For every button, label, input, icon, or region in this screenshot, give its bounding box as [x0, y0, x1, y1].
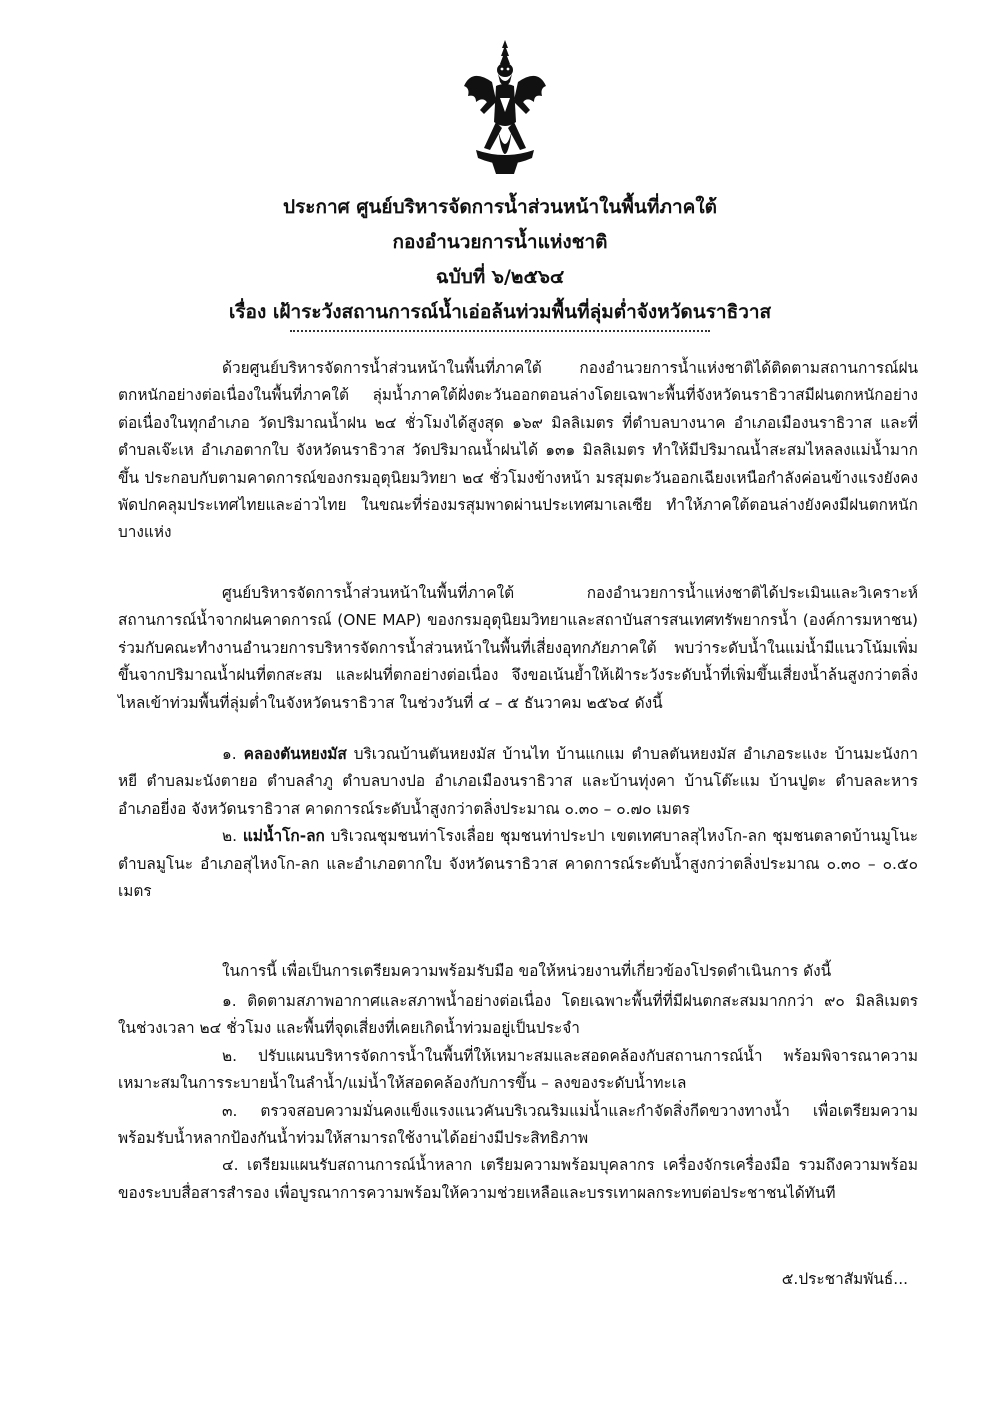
risk-area-name: คลองตันหยงมัส: [243, 745, 347, 763]
continued-next-page: ๕.ประชาสัมพันธ์...: [781, 1270, 908, 1288]
risk-area-item: [118, 823, 918, 905]
body-paragraph-3: [118, 958, 918, 985]
body-paragraph-1: [118, 355, 918, 547]
dotted-divider: [290, 330, 710, 332]
risk-area-number: ๒.: [222, 827, 238, 846]
action-item: ๒. ปรับแผนบริหารจัดการน้ำในพื้นที่ให้เหมาะสมและสอดคล้องกับสถานการณ์น้ำ พร้อมพิจารณาความเหมาะสมในการระบายน้ำในลำน้ำ/แม่น้ำให้สอดคล้องกับการขึ้น – ลงของระดับน้ำทะเล: [118, 1046, 918, 1093]
risk-area-name: แม่น้ำโก-ลก: [242, 827, 325, 846]
risk-area-item: [118, 741, 918, 823]
action-item: ๓. ตรวจสอบความมั่นคงแข็งแรงแนวคันบริเวณริมแม่น้ำและกำจัดสิ่งกีดขวางทางน้ำ เพื่อเตรียมความพร้อมรับน้ำหลากป้องกันน้ำท่วมให้สามารถใช้งานได้อย่างมีประสิทธิภาพ: [118, 1101, 918, 1148]
risk-area-description: บริเวณชุมชนท่าโรงเลื่อย ชุมชนท่าประปา เขตเทศบาลสุไหงโก-ลก ชุมชนตลาดบ้านมูโนะ ตำบลมูโนะ อำเภอสุไหงโก-ลก และอำเภอตากใบ จังหวัดนราธิวาส คาดการณ์ระดับน้ำสูงกว่าตลิ่งประมาณ ๐.๓๐ – ๐.๕๐ เมตร: [118, 827, 918, 901]
header-line-3: ฉบับที่ ๖/๒๕๖๔: [435, 266, 565, 288]
paragraph-2-text: ศูนย์บริหารจัดการน้ำส่วนหน้าในพื้นที่ภาคใต้ กองอำนวยการน้ำแห่งชาติได้ประเมินและวิเคราะห์สถานการณ์น้ำจากฝนคาดการณ์ (ONE MAP) ของกรมอุตุนิยมวิทยาและสถาบันสารสนเทศทรัพยากรน้ำ (องค์การมหาชน) ร่วมกับคณะทำงานอำนวยการบริหารจัดการน้ำส่วนหน้าในพื้นที่เสี่ยงอุทกภัยภาคใต้ พบว่าระดับน้ำในแม่น้ำมีแนวโน้มเพิ่มขึ้นจากปริมาณน้ำฝนที่ตกสะสม และฝนที่ตกอย่างต่อเนื่อง จึงขอเน้นย้ำให้เฝ้าระวังระดับน้ำที่เพิ่มขึ้นเสี่ยงน้ำล้นสูงกว่าตลิ่งไหลเข้าท่วมพื้นที่ลุ่มต่ำในจังหวัดนราธิวาส ในช่วงวันที่ ๔ – ๕ ธันวาคม ๒๕๖๔ ดังนี้: [118, 584, 918, 712]
garuda-emblem-icon: [462, 38, 548, 176]
risk-area-list: [118, 741, 918, 905]
paragraph-1-text: ด้วยศูนย์บริหารจัดการน้ำส่วนหน้าในพื้นที่ภาคใต้ กองอำนวยการน้ำแห่งชาติได้ติดตามสถานการณ์ฝนตกหนักอย่างต่อเนื่องในพื้นที่ภาคใต้ ลุ่มน้ำภาคใต้ฝั่งตะวันออกตอนล่างโดยเฉพาะพื้นที่จังหวัดนราธิวาสมีฝนตกหนักอย่างต่อเนื่องในทุกอำเภอ วัดปริมาณน้ำฝน ๒๔ ชั่วโมงได้สูงสุด ๑๖๙ มิลลิเมตร ที่ตำบลบางนาค อำเภอเมืองนราธิวาส และที่ตำบลเจ๊ะเห อำเภอตากใบ จังหวัดนราธิวาส วัดปริมาณน้ำฝนได้ ๑๓๑ มิลลิเมตร ทำให้มีปริมาณน้ำสะสมไหลลงแม่น้ำมากขึ้น ประกอบกับตามคาดการณ์ของกรมอุตุนิยมวิทยา ๒๔ ชั่วโมงข้างหน้า มรสุมตะวันออกเฉียงเหนือกำลังค่อนข้างแรงยังคงพัดปกคลุมประเทศไทยและอ่าวไทย ในขณะที่ร่องมรสุมพาดผ่านประเทศมาเลเซีย ทำให้ภาคใต้ตอนล่างยังคงมีฝนตกหนักบางแห่ง: [118, 359, 918, 542]
body-paragraph-2: [118, 580, 918, 717]
action-item: ๑. ติดตามสภาพอากาศและสภาพน้ำอย่างต่อเนื่อง โดยเฉพาะพื้นที่ที่มีฝนตกสะสมมากกว่า ๙๐ มิลลิเมตร ในช่วงเวลา ๒๔ ชั่วโมง และพื้นที่จุดเสี่ยงที่เคยเกิดน้ำท่วมอยู่เป็นประจำ: [118, 992, 918, 1038]
risk-area-number: ๑.: [222, 745, 237, 763]
action-list: [118, 988, 918, 1207]
risk-area-description: บริเวณบ้านตันหยงมัส บ้านไท บ้านแกแม ตำบลตันหยงมัส อำเภอระแงะ บ้านมะนังกาหยี ตำบลมะนังตายอ ตำบลลำภู ตำบลบางปอ อำเภอเมืองนราธิวาส และบ้านทุ่งคา บ้านโต๊ะแม บ้านปูตะ ตำบลละหาร อำเภอยี่งอ จังหวัดนราธิวาส คาดการณ์ระดับน้ำสูงกว่าตลิ่งประมาณ ๐.๓๐ – ๐.๗๐ เมตร: [118, 745, 918, 818]
action-item: ๔. เตรียมแผนรับสถานการณ์น้ำหลาก เตรียมความพร้อมบุคลากร เครื่องจักรเครื่องมือ รวมถึงความพร้อมของระบบสื่อสารสำรอง เพื่อบูรณาการความพร้อมให้ความช่วยเหลือและบรรเทาผลกระทบต่อประชาชนได้ทันที: [118, 1156, 918, 1202]
header-line-4: เรื่อง เฝ้าระวังสถานการณ์น้ำเอ่อล้นท่วมพื้นที่ลุ่มต่ำจังหวัดนราธิวาส: [228, 301, 772, 323]
header-line-2: กองอำนวยการน้ำแห่งชาติ: [392, 231, 608, 253]
paragraph-3-text: ในการนี้ เพื่อเป็นการเตรียมความพร้อมรับมือ ขอให้หน่วยงานที่เกี่ยวข้องโปรดดำเนินการ ดังนี้: [222, 962, 832, 980]
announcement-header: [150, 190, 850, 330]
header-line-1: ประกาศ ศูนย์บริหารจัดการน้ำส่วนหน้าในพื้นที่ภาคใต้: [283, 196, 717, 218]
